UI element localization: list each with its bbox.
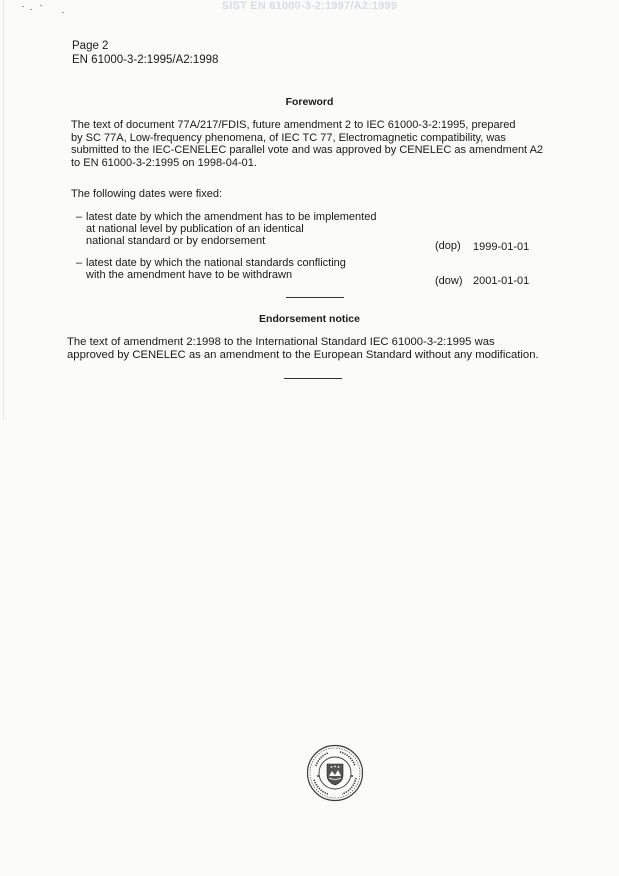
list-dash: –: [76, 257, 83, 269]
end-divider: [284, 378, 342, 379]
date-item-line: latest date by which the amendment has to be implemented: [86, 211, 377, 223]
dates-intro: The following dates were fixed:: [71, 188, 223, 200]
date-abbreviation: (dow): [435, 275, 463, 287]
foreword-line: to EN 61000-3-2:1995 on 1998-04-01.: [71, 156, 257, 169]
date-item-line: latest date by which the national standards conflicting: [86, 257, 346, 269]
section-divider: [286, 297, 344, 298]
endorsement-line: approved by CENELEC as an amendment to the European Standard without any modification.: [67, 348, 539, 361]
foreword-heading: Foreword: [285, 96, 334, 108]
date-value: 1999-01-01: [473, 241, 530, 253]
page-header: [72, 39, 218, 67]
date-abbreviation: (dop): [435, 240, 461, 252]
page-label: Page 2: [72, 40, 109, 52]
date-item-line: at national level by publication of an identical: [86, 223, 304, 235]
date-item-text: [86, 211, 426, 247]
scan-speck: [62, 12, 64, 13]
date-item-text: [86, 257, 426, 281]
foreword-line: by SC 77A, Low-frequency phenomena, of IEC TC 77, Electromagnetic compatibility, was: [71, 131, 506, 144]
foreword-line: The text of document 77A/217/FDIS, future amendment 2 to IEC 61000-3-2:1995, prepared: [71, 119, 516, 131]
date-value: 2001-01-01: [473, 275, 530, 287]
page-margin-mark: [3, 0, 4, 420]
document-watermark: SIST EN 61000-3-2:1997/A2:1999: [221, 0, 398, 12]
endorsement-heading: Endorsement notice: [259, 313, 360, 325]
document-id: EN 61000-3-2:1995/A2:1998: [72, 54, 219, 66]
date-item-line: national standard or by endorsement: [86, 235, 266, 247]
foreword-paragraph: [71, 119, 563, 169]
date-item-dop: [76, 211, 546, 253]
official-seal-icon: [306, 744, 364, 802]
endorsement-paragraph: [67, 336, 561, 361]
foreword-line: submitted to the IEC-CENELEC parallel vote and was approved by CENELEC as amendment A2: [71, 144, 544, 157]
date-item-dow: [76, 257, 546, 287]
date-item-line: with the amendment have to be withdrawn: [86, 269, 293, 281]
list-dash: –: [76, 211, 83, 223]
endorsement-line: The text of amendment 2:1998 to the International Standard IEC 61000-3-2:1995 was: [67, 336, 495, 348]
